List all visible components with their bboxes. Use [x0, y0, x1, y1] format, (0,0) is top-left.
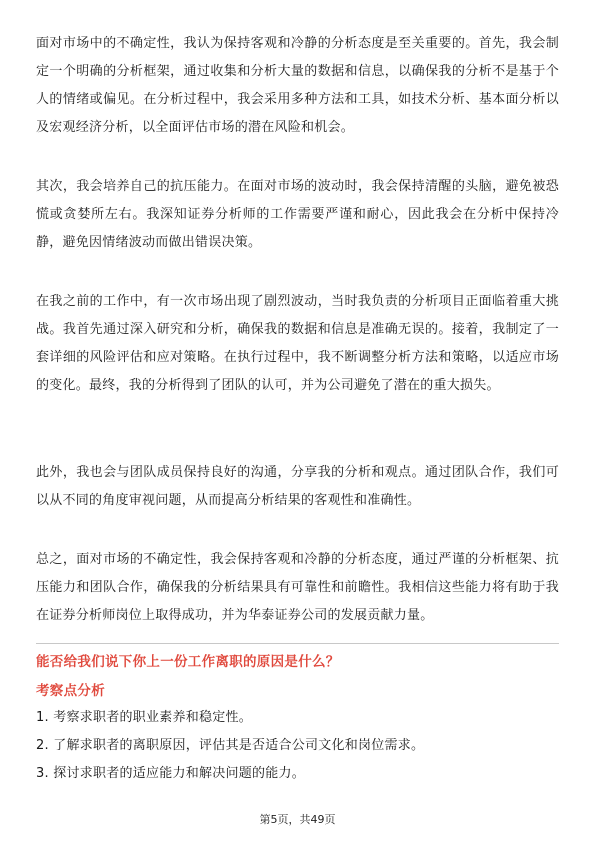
answer-paragraph-2: 其次，我会培养自己的抗压能力。在面对市场的波动时，我会保持清醒的头脑，避免被恐慌或贪婪所左右。我深知证券分析师的工作需要严谨和耐心，因此我会在分析中保持冷静，避免因情绪波动而做出错误决策。	[36, 179, 559, 250]
page-number: 第5页，共49页	[259, 813, 336, 826]
section-divider	[36, 643, 559, 644]
analysis-point-3: 3. 探讨求职者的适应能力和解决问题的能力。	[36, 766, 306, 781]
analysis-point-2: 2. 了解求职者的离职原因，评估其是否适合公司文化和岗位需求。	[36, 738, 425, 753]
analysis-heading: 考察点分析	[36, 683, 105, 699]
answer-paragraph-5: 总之，面对市场的不确定性，我会保持客观和冷静的分析态度，通过严谨的分析框架、抗压能力和团队合作，确保我的分析结果具有可靠性和前瞻性。我相信这些能力将有助于我在证券分析师岗位上取得成功，并为华泰证券公司的发展贡献力量。	[36, 552, 559, 623]
answer-paragraph-4: 此外，我也会与团队成员保持良好的沟通，分享我的分析和观点。通过团队合作，我们可以从不同的角度审视问题，从而提高分析结果的客观性和准确性。	[36, 465, 559, 508]
interview-question: 能否给我们说下你上一份工作离职的原因是什么？	[36, 654, 340, 670]
answer-paragraph-1: 面对市场中的不确定性，我认为保持客观和冷静的分析态度是至关重要的。首先，我会制定一个明确的分析框架，通过收集和分析大量的数据和信息，以确保我的分析不是基于个人的情绪或偏见。在分析过程中，我会采用多种方法和工具，如技术分析、基本面分析以及宏观经济分析，以全面评估市场的潜在风险和机会。	[36, 36, 559, 135]
analysis-point-1: 1. 考察求职者的职业素养和稳定性。	[36, 710, 253, 725]
answer-paragraph-3: 在我之前的工作中，有一次市场出现了剧烈波动，当时我负责的分析项目正面临着重大挑战。我首先通过深入研究和分析，确保我的数据和信息是准确无误的。接着，我制定了一套详细的风险评估和应对策略。在执行过程中，我不断调整分析方法和策略，以适应市场的变化。最终，我的分析得到了团队的认可，并为公司避免了潜在的重大损失。	[36, 294, 559, 393]
